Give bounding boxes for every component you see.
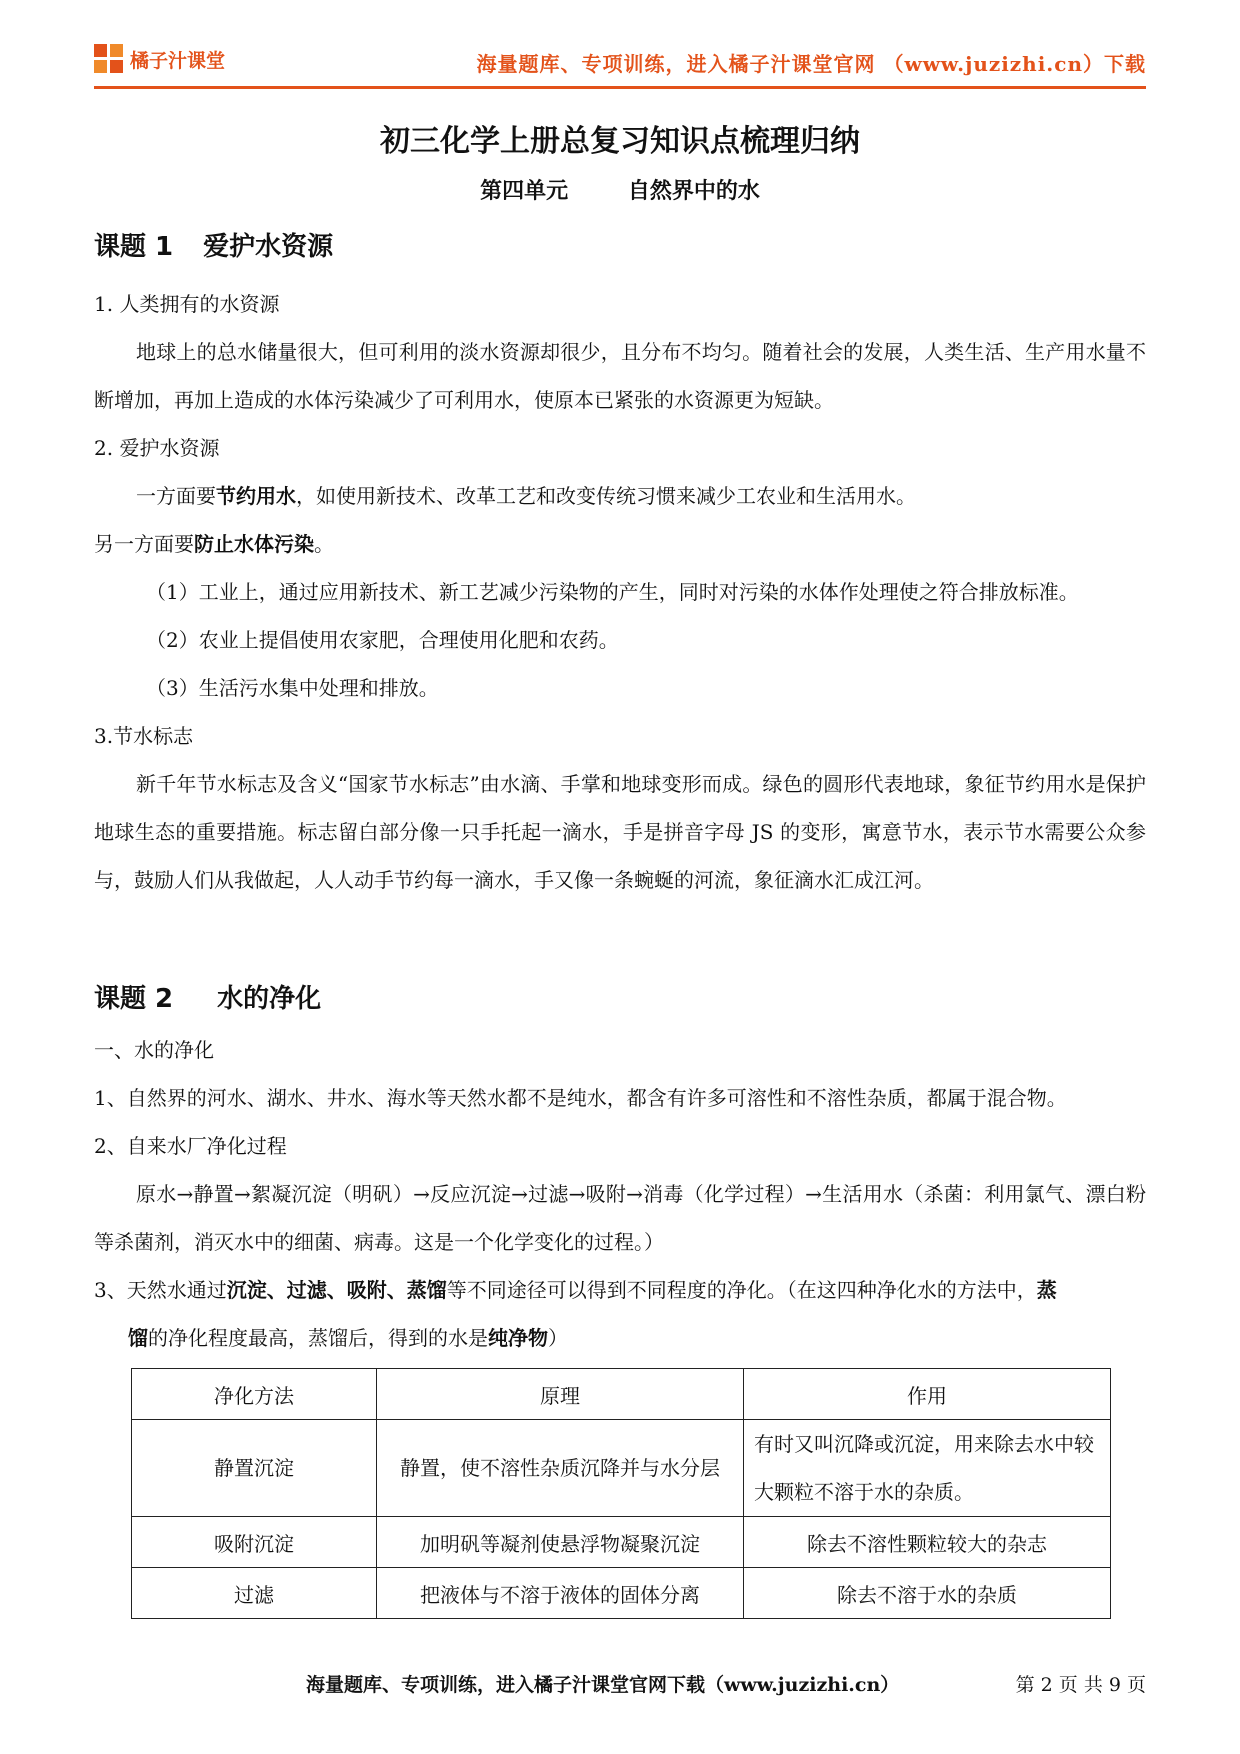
lesson1-number: 课题 1 [94, 232, 174, 262]
lesson2-number: 课题 2 [94, 984, 174, 1014]
footer-link-text[interactable]: 海量题库、专项训练，进入橘子汁课堂官网下载（www.juzizhi.cn） [306, 1674, 900, 1696]
paragraph: 另一方面要防止水体污染。 [94, 532, 334, 556]
lesson2-body [94, 1026, 1146, 1362]
table-cell: 静置沉淀 [132, 1420, 377, 1517]
section-title: 1. 人类拥有的水资源 [94, 292, 280, 316]
logo[interactable] [94, 44, 225, 74]
list-item: （1）工业上，通过应用新技术、新工艺减少污染物的产生，同时对污染的水体作处理使之符合排放标准。 [146, 580, 1079, 604]
table-cell: 除去不溶于水的杂质 [744, 1568, 1111, 1619]
purification-table [131, 1368, 1111, 1619]
table-cell: 有时又叫沉降或沉淀，用来除去水中较大颗粒不溶于水的杂质。 [744, 1420, 1111, 1517]
page-footer [0, 1670, 1240, 1700]
header-divider [94, 86, 1146, 89]
list-item: （2）农业上提倡使用农家肥，合理使用化肥和农药。 [146, 628, 619, 652]
lesson1-name: 爱护水资源 [203, 232, 334, 262]
paragraph: 馏的净化程度最高，蒸馏后，得到的水是纯净物） [128, 1326, 568, 1350]
table-header: 作用 [744, 1369, 1111, 1420]
paragraph: 3、天然水通过沉淀、过滤、吸附、蒸馏等不同途径可以得到不同程度的净化。（在这四种净化水的方法中，蒸 [94, 1278, 1057, 1302]
table-row [132, 1568, 1111, 1619]
paragraph: 1、自然界的河水、湖水、井水、海水等天然水都不是纯水，都含有许多可溶性和不溶性杂质，都属于混合物。 [94, 1086, 1067, 1110]
table-cell: 过滤 [132, 1568, 377, 1619]
section-title: 3.节水标志 [94, 724, 194, 748]
logo-squares-icon [94, 44, 124, 74]
table-row [132, 1517, 1111, 1568]
table-cell: 加明矾等凝剂使悬浮物凝聚沉淀 [377, 1517, 744, 1568]
list-item: （3）生活污水集中处理和排放。 [146, 676, 439, 700]
table-cell: 静置，使不溶性杂质沉降并与水分层 [377, 1420, 744, 1517]
lesson2-name: 水的净化 [217, 984, 322, 1014]
table-header: 净化方法 [132, 1369, 377, 1420]
paragraph: 一方面要节约用水，如使用新技术、改革工艺和改变传统习惯来减少工农业和生活用水。 [136, 484, 916, 508]
table-cell: 把液体与不溶于液体的固体分离 [377, 1568, 744, 1619]
table-header-row [132, 1369, 1111, 1420]
page-header [94, 44, 1146, 84]
paragraph: 地球上的总水储量很大，但可利用的淡水资源却很少，且分布不均匀。随着社会的发展，人类生活、生产用水量不断增加，再加上造成的水体污染减少了可利用水，使原本已紧张的水资源更为短缺。 [94, 340, 1146, 412]
unit-label: 第四单元 [480, 178, 569, 204]
unit-name: 自然界中的水 [627, 178, 760, 204]
logo-text: 橘子汁课堂 [130, 49, 226, 72]
header-slogan: 海量题库、专项训练，进入橘子汁课堂官网 （www.juzizhi.cn）下载 [476, 52, 1146, 76]
paragraph: 新千年节水标志及含义“国家节水标志”由水滴、手掌和地球变形而成。绿色的圆形代表地球，象征节约用水是保护地球生态的重要措施。标志留白部分像一只手托起一滴水，手是拼音字母 JS 的变形，寓意节水，表示节水需要公众参与，鼓励人们从我做起，人人动手节约每一滴水，手又像一条蜿蜒的河流，象征滴水汇成江河。 [94, 772, 1146, 892]
lesson1-body [94, 280, 1146, 904]
document-title: 初三化学上册总复习知识点梳理归纳 [380, 124, 860, 159]
table-cell: 吸附沉淀 [132, 1517, 377, 1568]
lesson1-heading [94, 226, 1146, 263]
section-title: 一、水的净化 [94, 1038, 214, 1062]
table-row [132, 1420, 1111, 1517]
table-cell: 除去不溶性颗粒较大的杂志 [744, 1517, 1111, 1568]
page-number: 第 2 页 共 9 页 [1015, 1674, 1146, 1696]
unit-title [0, 174, 1240, 205]
section-title: 2. 爱护水资源 [94, 436, 220, 460]
table-header: 原理 [377, 1369, 744, 1420]
lesson2-heading [94, 978, 1146, 1015]
paragraph: 原水→静置→絮凝沉淀（明矾）→反应沉淀→过滤→吸附→消毒（化学过程）→生活用水（杀菌：利用氯气、漂白粉等杀菌剂，消灭水中的细菌、病毒。这是一个化学变化的过程。） [94, 1182, 1146, 1254]
paragraph: 2、自来水厂净化过程 [94, 1134, 287, 1158]
